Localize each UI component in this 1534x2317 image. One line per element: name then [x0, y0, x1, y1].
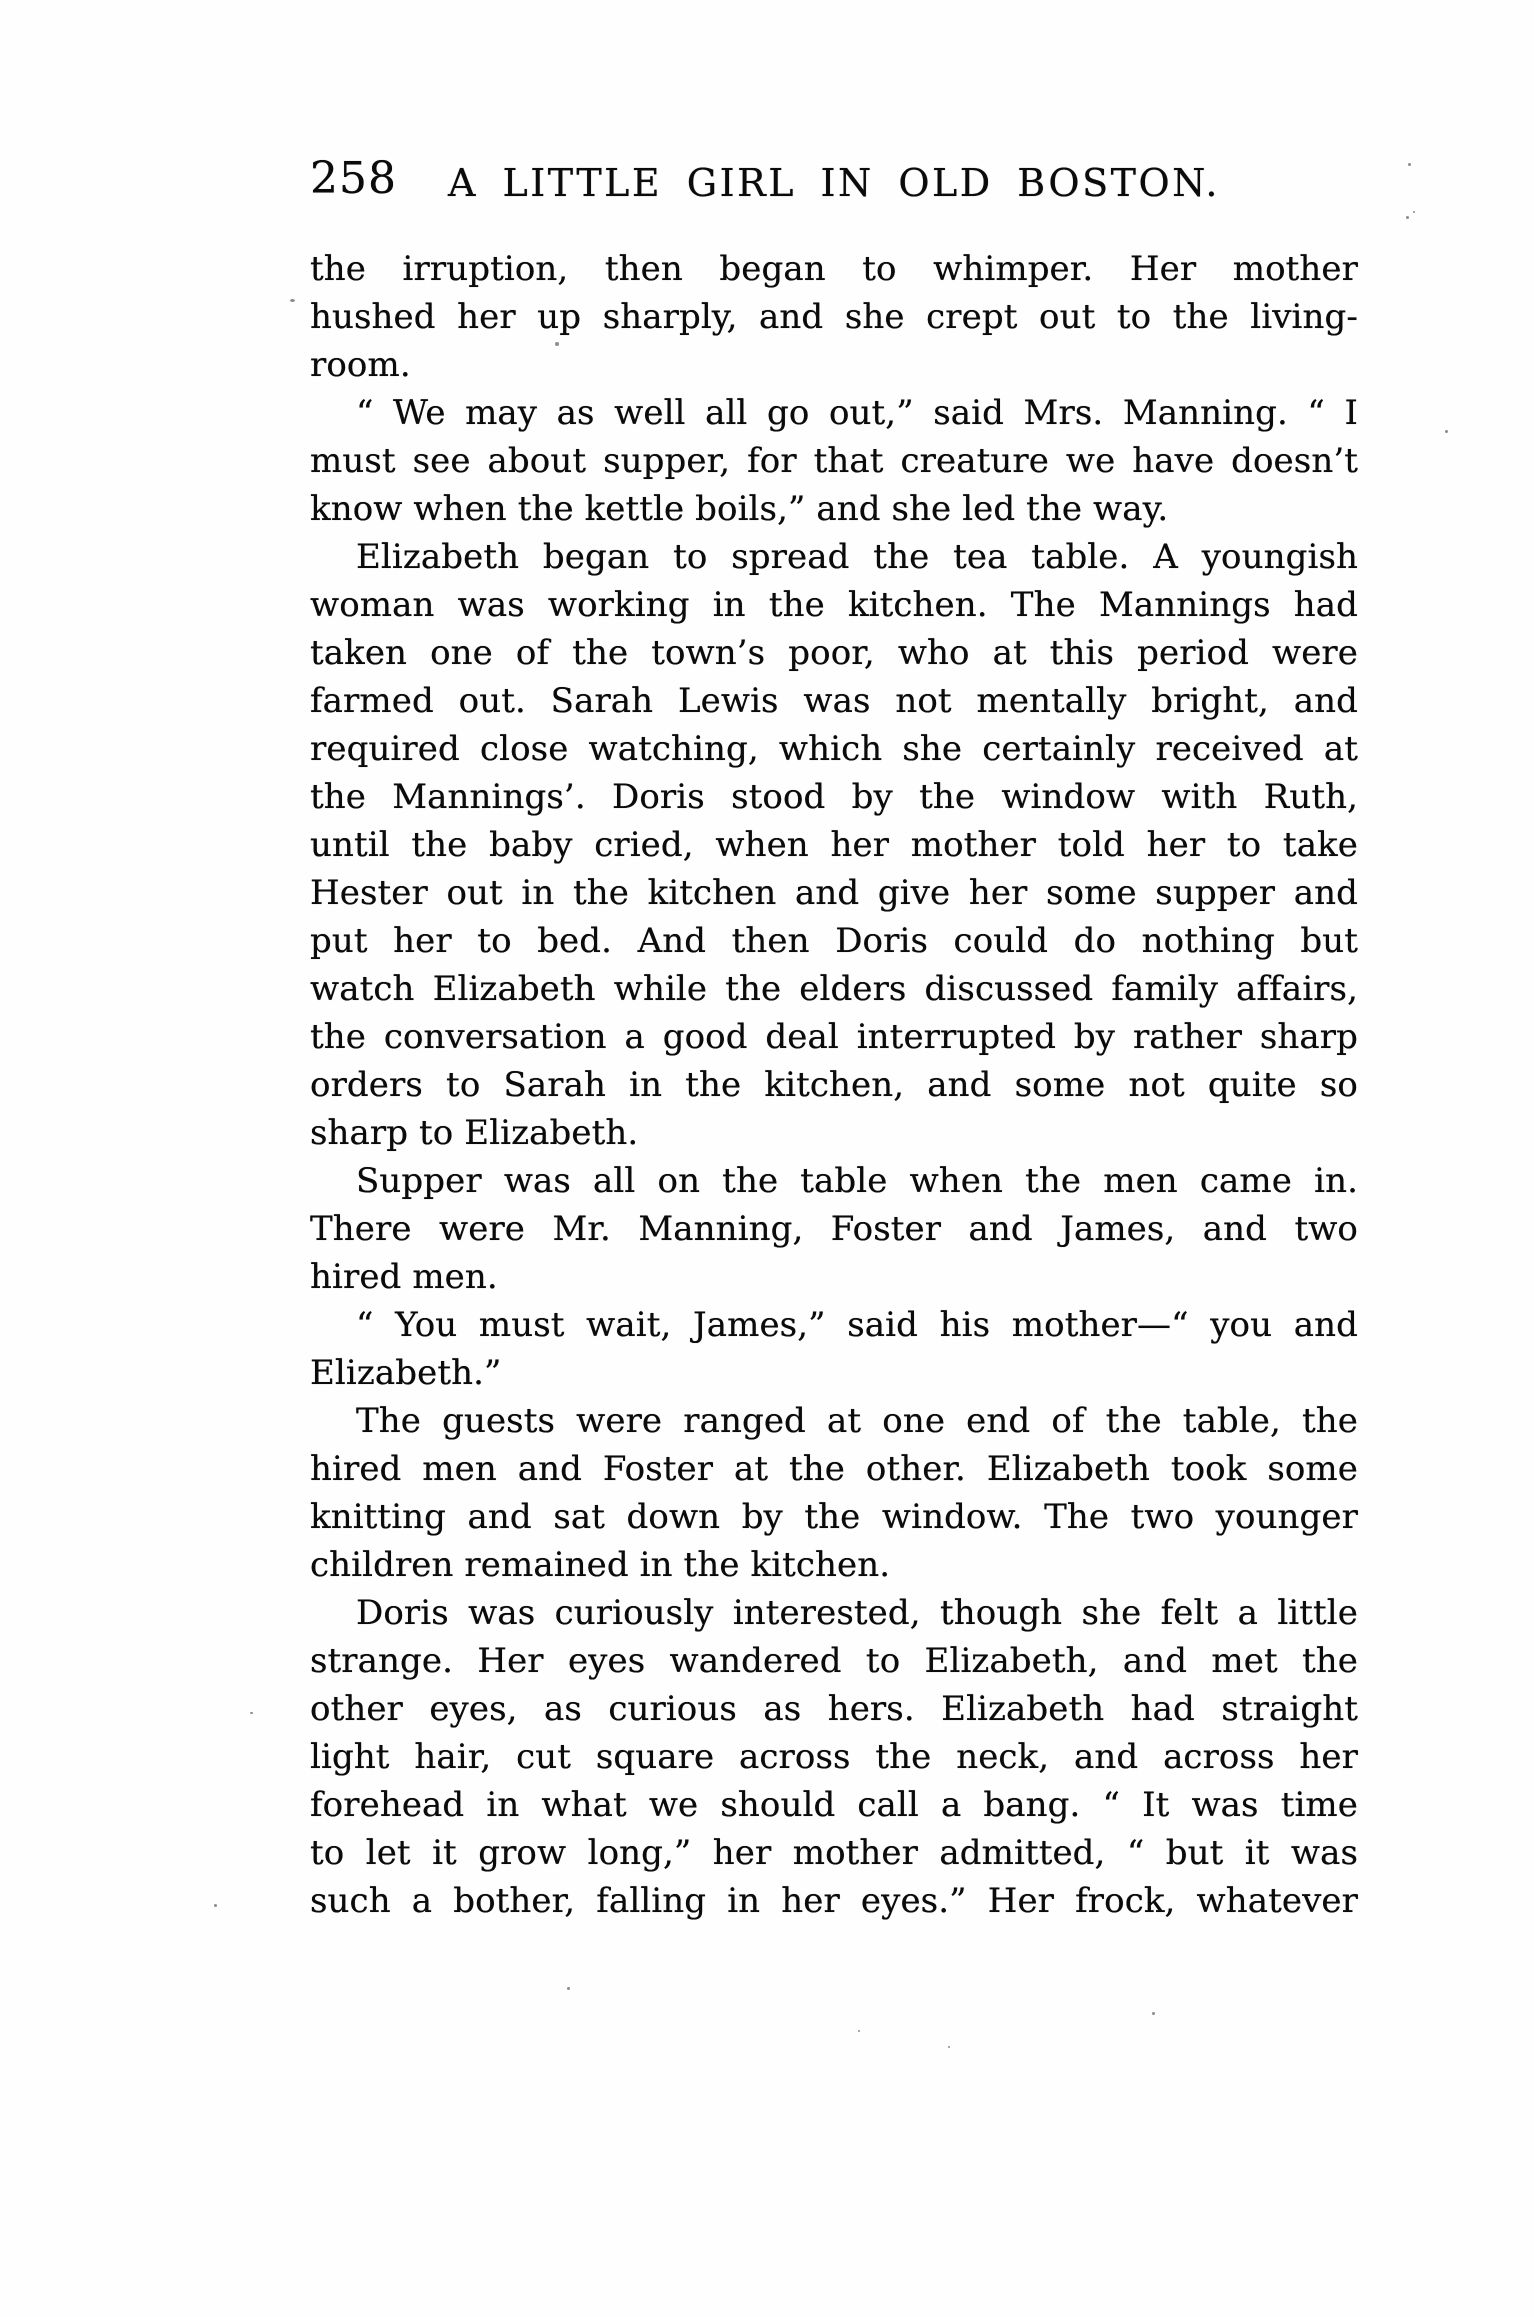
text-line: know when the kettle boils,” and she led the way.	[310, 489, 1169, 529]
scan-speck	[1413, 211, 1415, 213]
scan-speck	[1445, 430, 1448, 433]
text-line: taken one of the town’s poor, who at this period were	[310, 633, 1358, 673]
scan-speck	[250, 1712, 253, 1714]
scan-speck	[1406, 216, 1409, 219]
scan-speck	[555, 342, 559, 346]
text-line: Elizabeth began to spread the tea table. A youngish	[356, 537, 1358, 577]
text-line: other eyes, as curious as hers. Elizabeth had straight	[310, 1689, 1358, 1729]
paragraph	[310, 1301, 1358, 1397]
text-line: the irruption, then began to whimper. Her mother	[310, 249, 1358, 289]
page-header	[310, 152, 1358, 208]
text-line: orders to Sarah in the kitchen, and some not quite so	[310, 1065, 1358, 1105]
text-line: forehead in what we should call a bang. “ It was time	[310, 1785, 1358, 1825]
text-line: watch Elizabeth while the elders discussed family affairs,	[310, 969, 1358, 1009]
text-line: the Mannings’. Doris stood by the window with Ruth,	[310, 777, 1358, 817]
running-title: A LITTLE GIRL IN OLD BOSTON.	[448, 161, 1220, 205]
text-line: hushed her up sharply, and she crept out to the living-	[310, 297, 1358, 337]
text-line: such a bother, falling in her eyes.” Her frock, whatever	[310, 1881, 1358, 1921]
text-line: light hair, cut square across the neck, and across her	[310, 1737, 1358, 1777]
text-line: children remained in the kitchen.	[310, 1545, 891, 1585]
paragraph	[310, 389, 1358, 533]
text-line: sharp to Elizabeth.	[310, 1113, 639, 1153]
page-number: 258	[310, 153, 397, 204]
text-line: hired men.	[310, 1257, 498, 1297]
text-line: the conversation a good deal interrupted by rather sharp	[310, 1017, 1358, 1057]
paragraph	[310, 1589, 1358, 1925]
text-line: hired men and Foster at the other. Elizabeth took some	[310, 1449, 1358, 1489]
text-line: put her to bed. And then Doris could do nothing but	[310, 921, 1358, 961]
text-line: must see about supper, for that creature we have doesn’t	[310, 441, 1358, 481]
text-line: until the baby cried, when her mother told her to take	[310, 825, 1358, 865]
text-line: “ We may as well all go out,” said Mrs. Manning. “ I	[356, 393, 1358, 433]
text-line: Doris was curiously interested, though she felt a little	[356, 1593, 1358, 1633]
text-line: to let it grow long,” her mother admitted, “ but it was	[310, 1833, 1358, 1873]
scan-speck	[948, 2046, 950, 2048]
text-line: Hester out in the kitchen and give her some supper and	[310, 873, 1358, 913]
paragraph	[310, 245, 1358, 389]
paragraph	[310, 1157, 1358, 1301]
paragraph	[310, 533, 1358, 1157]
text-line: Supper was all on the table when the men came in.	[356, 1161, 1358, 1201]
scan-speck	[858, 2030, 860, 2032]
text-line: Elizabeth.”	[310, 1353, 502, 1393]
text-line: The guests were ranged at one end of the table, the	[356, 1401, 1358, 1441]
scan-speck	[290, 299, 295, 302]
scan-speck	[1408, 163, 1411, 166]
text-line: “ You must wait, James,” said his mother—“ you and	[356, 1305, 1358, 1345]
page-body	[310, 245, 1358, 1925]
scan-speck	[1152, 2012, 1155, 2015]
text-line: There were Mr. Manning, Foster and James, and two	[310, 1209, 1358, 1249]
text-line: farmed out. Sarah Lewis was not mentally bright, and	[310, 681, 1358, 721]
scan-speck	[567, 1987, 570, 1990]
scan-speck	[214, 1904, 217, 1907]
text-line: room.	[310, 345, 411, 385]
text-line: woman was working in the kitchen. The Mannings had	[310, 585, 1358, 625]
paragraph	[310, 1397, 1358, 1589]
text-line: required close watching, which she certainly received at	[310, 729, 1358, 769]
text-line: strange. Her eyes wandered to Elizabeth, and met the	[310, 1641, 1358, 1681]
text-line: knitting and sat down by the window. The two younger	[310, 1497, 1358, 1537]
